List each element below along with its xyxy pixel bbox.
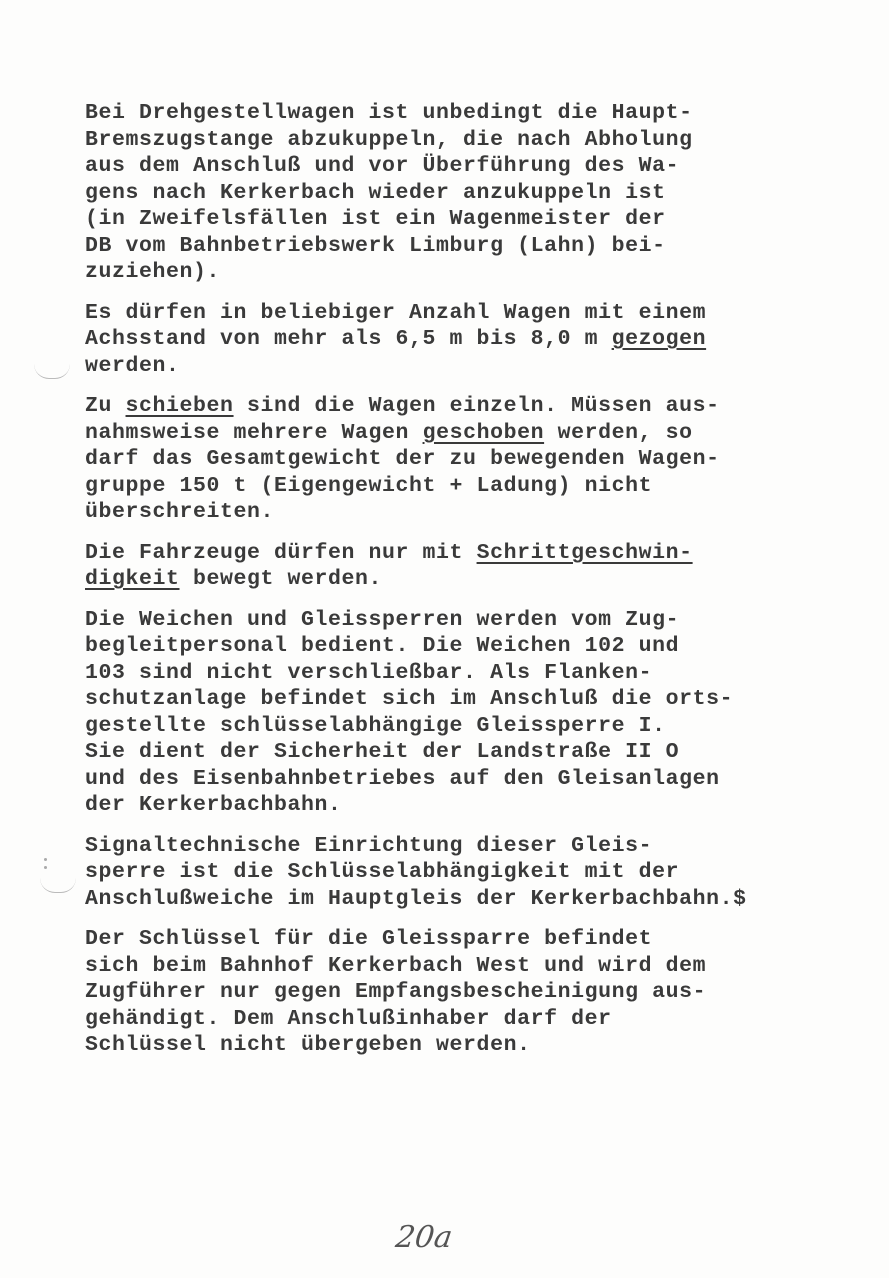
margin-dot (44, 866, 47, 869)
text-segment: nahmsweise mehrere Wagen (85, 420, 423, 445)
page-number: 20a (393, 1220, 455, 1255)
text-line: schutzanlage befindet sich im Anschluß die orts- (85, 687, 734, 711)
text-line: Es dürfen in beliebiger Anzahl Wagen mit einem (85, 300, 707, 325)
text-line (85, 540, 875, 567)
paragraph-4 (85, 540, 875, 593)
underlined-word: gezogen (611, 327, 707, 351)
text-line: Bei Drehgestellwagen ist unbedingt die Haupt- (85, 101, 693, 125)
typewritten-text (85, 100, 875, 1073)
margin-dot (44, 858, 47, 861)
margin-mark (40, 878, 76, 893)
text-line: gruppe 150 t (Eigengewicht + Ladung) nicht (85, 473, 653, 498)
text-segment: werden, so (544, 420, 693, 445)
text-line: gehändigt. Dem Anschlußinhaber darf der (85, 1006, 612, 1031)
underlined-word: Schrittgeschwin- (476, 540, 693, 565)
text-line: der Kerkerbachbahn. (85, 793, 342, 817)
text-line: DB vom Bahnbetriebswerk Limburg (Lahn) bei- (85, 233, 666, 258)
text-line: darf das Gesamtgewicht der zu bewegenden Wagen- (85, 447, 720, 471)
underlined-word: geschoben (422, 420, 545, 445)
text-line: Bremszugstange abzukuppeln, die nach Abholung (85, 127, 693, 152)
text-line: Die Weichen und Gleissperren werden vom Zug- (85, 607, 680, 632)
text-line: sich beim Bahnhof Kerkerbach West und wird dem (85, 953, 707, 978)
paragraph-2 (85, 300, 875, 380)
text-line: Sie dient der Sicherheit der Landstraße II O (85, 740, 680, 764)
text-line: begleitpersonal bedient. Die Weichen 102 und (85, 634, 680, 658)
text-line: Der Schlüssel für die Gleissparre befindet (85, 927, 653, 951)
underlined-word: digkeit (85, 567, 180, 591)
text-line (85, 566, 875, 593)
text-line: aus dem Anschluß und vor Überführung des Wa- (85, 154, 680, 178)
text-line: 103 sind nicht verschließbar. Als Flanken- (85, 660, 653, 685)
text-line: Schlüssel nicht übergeben werden. (85, 1033, 531, 1057)
text-line: werden. (85, 353, 180, 378)
text-segment: Zu (85, 394, 126, 418)
text-line: Signaltechnische Einrichtung dieser Gleis- (85, 833, 653, 858)
text-line: überschreiten. (85, 500, 275, 524)
text-line: sperre ist die Schlüsselabhängigkeit mit der (85, 860, 680, 884)
text-segment: bewegt werden. (179, 567, 383, 591)
paragraph-1 (85, 100, 875, 286)
paragraph-7 (85, 926, 875, 1059)
margin-mark (34, 364, 70, 379)
paragraph-6 (85, 833, 875, 913)
text-line: und des Eisenbahnbetriebes auf den Gleisanlagen (85, 766, 720, 791)
text-line: Anschlußweiche im Hauptgleis der Kerkerbachbahn.$ (85, 886, 747, 911)
text-line: zuziehen). (85, 260, 221, 284)
text-line: gestellte schlüsselabhängige Gleissperre I. (85, 713, 666, 738)
text-segment: sind die Wagen einzeln. Müssen aus- (233, 394, 720, 418)
text-segment: Achsstand von mehr als 6,5 m bis 8,0 m (85, 327, 612, 351)
paragraph-5 (85, 607, 875, 819)
text-line: (in Zweifelsfällen ist ein Wagenmeister der (85, 207, 666, 231)
underlined-word: schieben (125, 394, 234, 418)
text-line: gens nach Kerkerbach wieder anzukuppeln ist (85, 180, 666, 205)
text-line (85, 393, 875, 420)
paragraph-3 (85, 393, 875, 526)
text-segment: Die Fahrzeuge dürfen nur mit (85, 540, 477, 565)
text-line (85, 420, 875, 447)
text-line: Zugführer nur gegen Empfangsbescheinigung aus- (85, 980, 707, 1004)
text-line (85, 326, 875, 353)
